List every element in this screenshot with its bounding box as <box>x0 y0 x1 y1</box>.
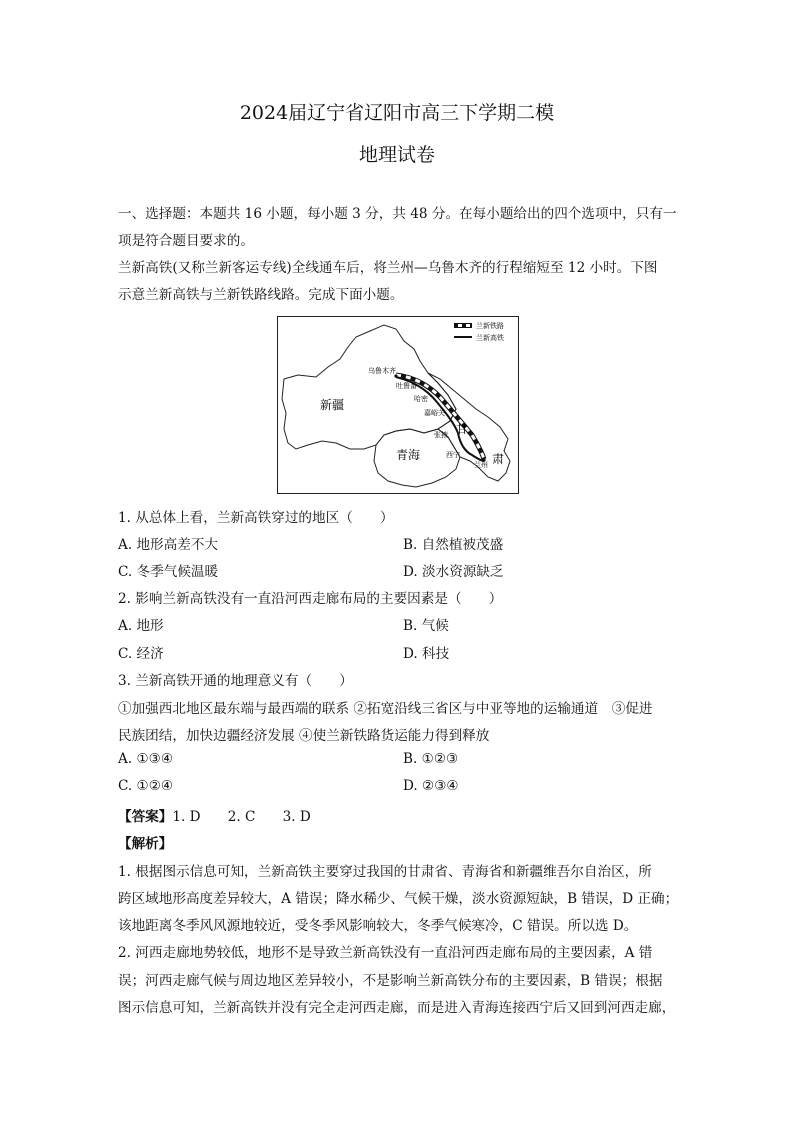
question-3-stem: 3. 兰新高铁开通的地理意义有（ ） <box>118 673 353 689</box>
q2-option-a: A. 地形 <box>118 618 164 634</box>
legend-hsr-label: 兰新高铁 <box>476 334 504 342</box>
passage-line1: 兰新高铁(又称兰新客运专线)全线通车后，将兰州—乌鲁木齐的行程缩短至 12 小时。下图 <box>118 260 658 276</box>
section-intro-line1: 一、选择题：本题共 16 小题，每小题 3 分，共 48 分。在每小题给出的四个选项中，只有一 <box>118 206 677 222</box>
answer-label: 【答案】 <box>118 809 173 825</box>
analysis-line-2: 跨区域地形高度差异较大，A 错误；降水稀少、气候干燥，淡水资源短缺，B 错误，D 正确； <box>118 891 679 907</box>
q1-option-b: B. 自然植被茂盛 <box>403 537 504 553</box>
railway-map-figure <box>277 316 519 494</box>
q3-option-a: A. ①③④ <box>118 751 174 767</box>
label-xining: 西宁 <box>446 451 460 459</box>
label-gansu-a: 甘 <box>456 422 469 436</box>
q3-statements-line1: ①加强西北地区最东端与最西端的联系 ②拓宽沿线三省区与中亚等地的运输通道 ③促进 <box>118 701 653 717</box>
q3-option-b: B. ①②③ <box>403 751 459 767</box>
q2-option-c: C. 经济 <box>118 646 164 662</box>
q1-option-a: A. 地形高差不大 <box>118 537 219 553</box>
passage-line2: 示意兰新高铁与兰新铁路线路。完成下面小题。 <box>118 287 404 303</box>
analysis-line-6: 图示信息可知，兰新高铁并没有完全走河西走廊，而是进入青海连接西宁后又回到河西走廊， <box>118 1000 676 1016</box>
label-jiayuguan: 嘉峪关 <box>424 409 445 417</box>
q3-option-c: C. ①②④ <box>118 778 174 794</box>
q2-option-b: B. 气候 <box>403 618 449 634</box>
legend-railway-label: 兰新铁路 <box>476 322 504 330</box>
analysis-label: 【解析】 <box>118 836 173 852</box>
analysis-line-5: 误；河西走廊气候与周边地区差异较小，不是影响兰新高铁分布的主要因素，B 错误；根据 <box>118 973 663 989</box>
q1-option-c: C. 冬季气候温暖 <box>118 564 219 580</box>
document-body <box>118 0 678 1123</box>
label-hami: 哈密 <box>414 395 428 403</box>
railway-map <box>278 317 518 493</box>
label-turpan: 吐鲁番 <box>396 382 417 390</box>
exam-subtitle: 地理试卷 <box>358 144 435 166</box>
label-zhangye: 张掖 <box>434 431 448 439</box>
q2-option-d: D. 科技 <box>403 646 450 662</box>
analysis-line-4: 2. 河西走廊地势较低，地形不是导致兰新高铁没有一直沿河西走廊布局的主要因素，A 错 <box>118 945 653 961</box>
label-xinjiang: 新疆 <box>320 398 345 412</box>
analysis-line-1: 1. 根据图示信息可知，兰新高铁主要穿过我国的甘肃省、青海省和新疆维吾尔自治区，所 <box>118 864 652 880</box>
map-legend <box>454 323 472 337</box>
label-qinghai: 青海 <box>396 448 421 462</box>
q1-option-d: D. 淡水资源缺乏 <box>403 564 504 580</box>
question-2-stem: 2. 影响兰新高铁没有一直沿河西走廊布局的主要因素是（ ） <box>118 591 503 607</box>
exam-title: 2024届辽宁省辽阳市高三下学期二模 <box>239 102 555 124</box>
label-gansu-b: 肃 <box>492 452 505 466</box>
answer-line <box>118 805 311 825</box>
answer-text: 1. D 2. C 3. D <box>172 809 311 825</box>
q3-statements-line2: 民族团结，加快边疆经济发展 ④使兰新铁路货运能力得到释放 <box>118 728 490 744</box>
section-intro-line2: 项是符合题目要求的。 <box>118 233 254 249</box>
label-lanzhou: 兰州 <box>474 461 488 469</box>
q3-option-d: D. ②③④ <box>403 778 459 794</box>
label-urumqi: 乌鲁木齐 <box>368 367 396 375</box>
analysis-line-3: 该地距离冬季风风源地较近，受冬季风影响较大，冬季气候寒冷，C 错误。所以选 D。 <box>118 918 638 934</box>
question-1-stem: 1. 从总体上看，兰新高铁穿过的地区（ ） <box>118 510 394 526</box>
